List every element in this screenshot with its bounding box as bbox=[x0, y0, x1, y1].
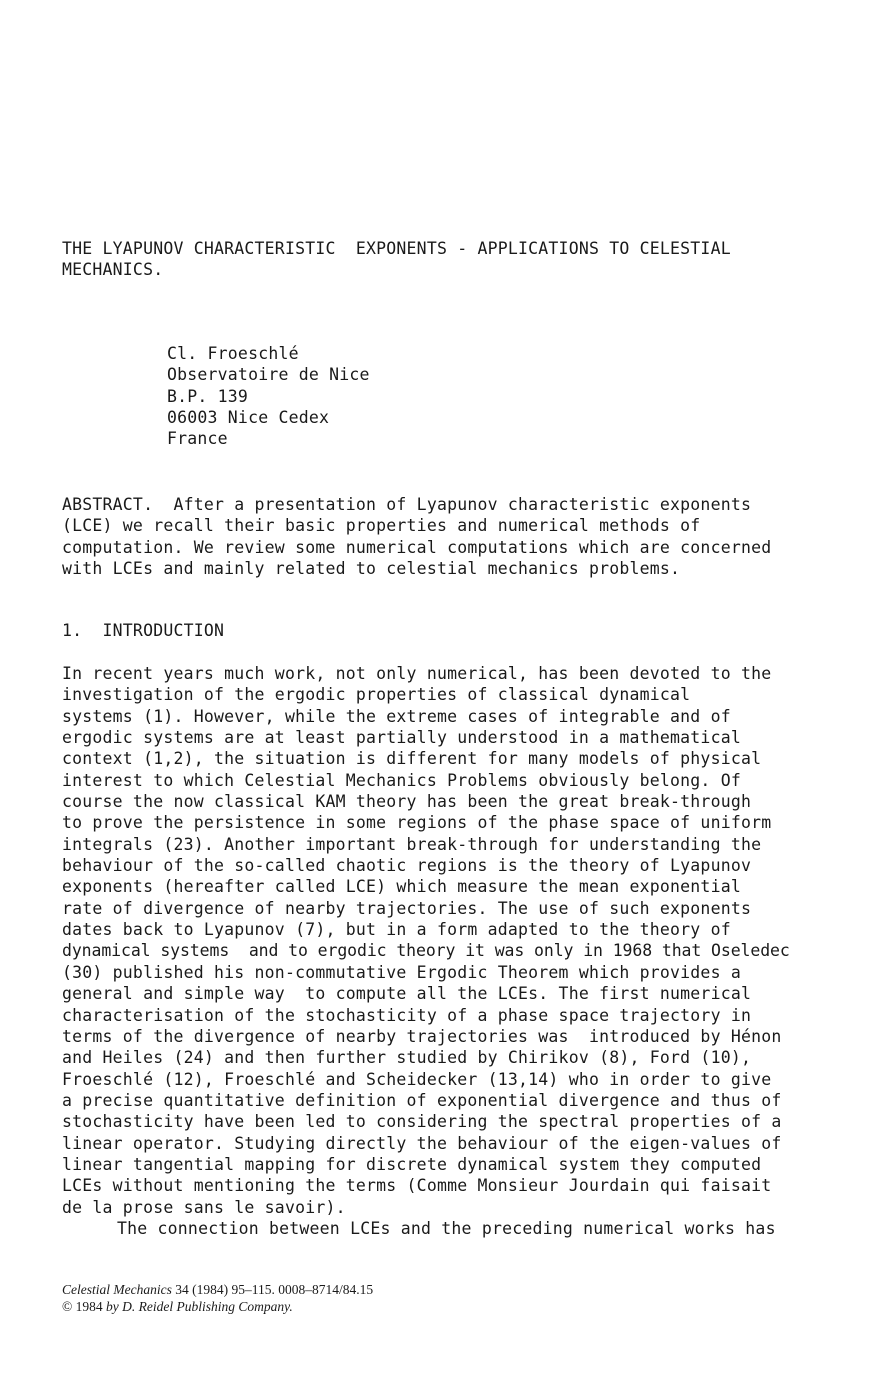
section-heading-text: 1. INTRODUCTION bbox=[62, 621, 225, 640]
publisher-name: by D. Reidel Publishing Company. bbox=[106, 1299, 293, 1314]
body-line: rate of divergence of nearby trajectories. The use of such exponents bbox=[62, 898, 752, 918]
body-line: investigation of the ergodic properties of classical dynamical bbox=[62, 685, 691, 705]
affiliation-line: France bbox=[167, 429, 228, 449]
body-line: context (1,2), the situation is different for many models of physical bbox=[62, 749, 762, 769]
author-name: Cl. Froeschlé bbox=[167, 344, 299, 363]
citation-line bbox=[62, 1281, 373, 1298]
paper-title bbox=[62, 238, 731, 281]
body-line: a precise quantitative definition of exponential divergence and thus of bbox=[62, 1090, 782, 1110]
body-line: dynamical systems and to ergodic theory it was only in 1968 that Oseledec bbox=[62, 941, 790, 961]
abstract-line: with LCEs and mainly related to celestial mechanics problems. bbox=[62, 559, 681, 579]
abstract-line: computation. We review some numerical computations which are concerned bbox=[62, 537, 772, 557]
abstract bbox=[62, 494, 771, 579]
body-line: and Heiles (24) and then further studied by Chirikov (8), Ford (10), bbox=[62, 1048, 752, 1068]
body-line: to prove the persistence in some regions of the phase space of uniform bbox=[62, 813, 772, 833]
body-line: de la prose sans le savoir). bbox=[62, 1197, 346, 1217]
body-line: linear operator. Studying directly the behaviour of the eigen-values of bbox=[62, 1133, 782, 1153]
title-line: THE LYAPUNOV CHARACTERISTIC EXPONENTS - APPLICATIONS TO CELESTIAL bbox=[62, 239, 731, 258]
affiliation-line: Observatoire de Nice bbox=[167, 365, 370, 385]
body-line: general and simple way to compute all the LCEs. The first numerical bbox=[62, 984, 752, 1004]
body-line: Froeschlé (12), Froeschlé and Scheidecker (13,14) who in order to give bbox=[62, 1069, 772, 1089]
body-line: characterisation of the stochasticity of a phase space trajectory in bbox=[62, 1005, 752, 1025]
body-line: (30) published his non-commutative Ergodic Theorem which provides a bbox=[62, 962, 741, 982]
author-affiliation bbox=[167, 343, 370, 450]
body-line: interest to which Celestial Mechanics Problems obviously belong. Of bbox=[62, 770, 741, 790]
affiliation-line: 06003 Nice Cedex bbox=[167, 408, 330, 428]
body-line: ergodic systems are at least partially understood in a mathematical bbox=[62, 728, 741, 748]
body-line: course the now classical KAM theory has been the great break-through bbox=[62, 792, 752, 812]
section-heading bbox=[62, 620, 224, 641]
body-line: terms of the divergence of nearby trajectories was introduced by Hénon bbox=[62, 1026, 782, 1046]
abstract-line: ABSTRACT. After a presentation of Lyapunov characteristic exponents bbox=[62, 495, 752, 514]
body-line: In recent years much work, not only numerical, has been devoted to the bbox=[62, 664, 772, 683]
body-line: LCEs without mentioning the terms (Comme Monsieur Jourdain qui faisait bbox=[62, 1176, 772, 1196]
title-line: MECHANICS. bbox=[62, 260, 164, 280]
copyright-line bbox=[62, 1298, 373, 1315]
abstract-line: (LCE) we recall their basic properties and numerical methods of bbox=[62, 516, 701, 536]
journal-footer bbox=[62, 1281, 373, 1315]
body-line: behaviour of the so-called chaotic regions is the theory of Lyapunov bbox=[62, 856, 752, 876]
body-line: dates back to Lyapunov (7), but in a form adapted to the theory of bbox=[62, 920, 731, 940]
body-line: exponents (hereafter called LCE) which measure the mean exponential bbox=[62, 877, 741, 897]
body-line: integrals (23). Another important break-through for understanding the bbox=[62, 834, 762, 854]
affiliation-line: B.P. 139 bbox=[167, 386, 249, 406]
journal-name: Celestial Mechanics bbox=[62, 1282, 172, 1297]
body-line-indented: The connection between LCEs and the preceding numerical works has bbox=[117, 1218, 776, 1238]
body-line: stochasticity have been led to considering the spectral properties of a bbox=[62, 1112, 782, 1132]
citation-details: 34 (1984) 95–115. 0008–8714/84.15 bbox=[171, 1282, 374, 1297]
body-line: linear tangential mapping for discrete dynamical system they computed bbox=[62, 1154, 762, 1174]
body-line: systems (1). However, while the extreme cases of integrable and of bbox=[62, 706, 731, 726]
copyright-symbol-year: © 1984 bbox=[62, 1299, 107, 1314]
introduction-body bbox=[62, 663, 790, 1239]
